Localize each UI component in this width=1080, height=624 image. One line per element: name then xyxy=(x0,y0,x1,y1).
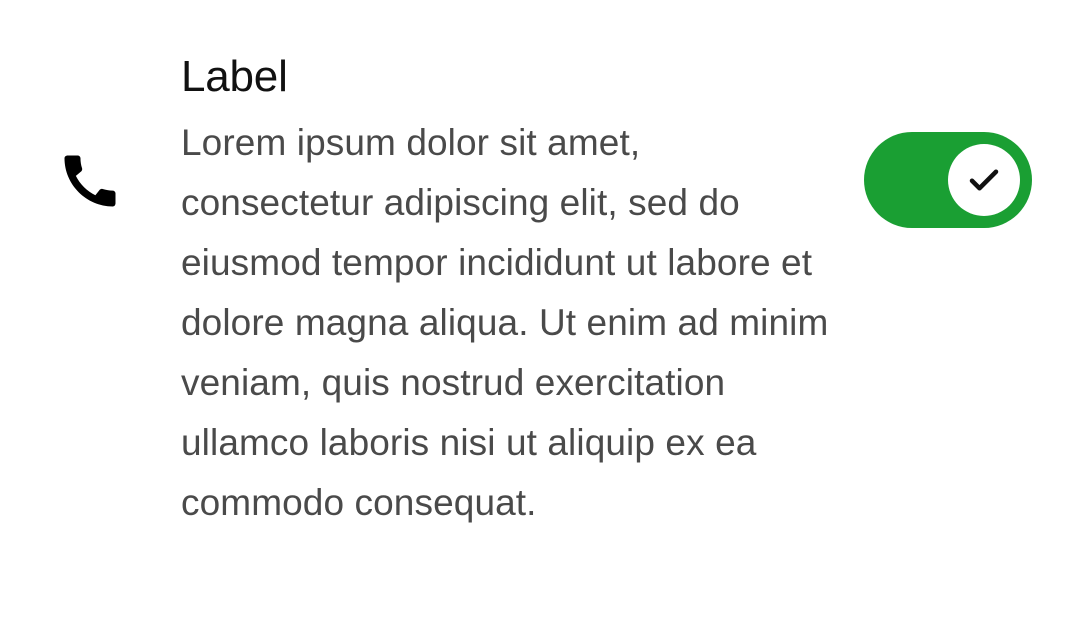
list-item-label: Label xyxy=(181,52,288,101)
check-icon xyxy=(966,162,1002,198)
toggle-switch[interactable] xyxy=(864,132,1032,228)
list-item-supporting-text: Lorem ipsum dolor sit amet, consectetur adipiscing elit, sed do eiusmod tempor incididunt ut labore et dolore magna aliqua. Ut enim ad minim veniam, quis nostrud exercitation ullamco laboris nisi ut aliquip ex ea commodo consequat. xyxy=(181,122,829,523)
switch-thumb xyxy=(948,144,1020,216)
list-item-content xyxy=(181,50,831,533)
phone-icon xyxy=(56,147,124,215)
